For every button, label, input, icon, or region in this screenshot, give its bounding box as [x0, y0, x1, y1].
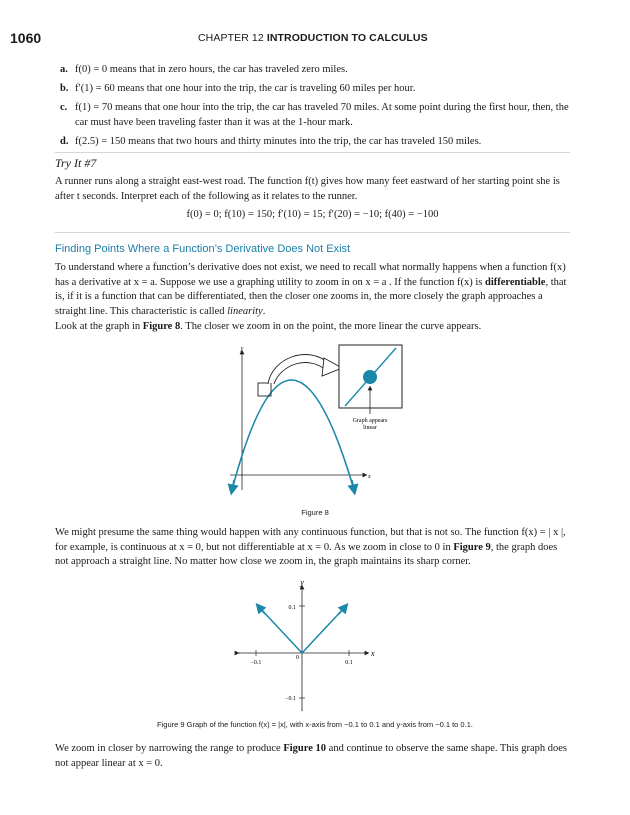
zoom-point — [363, 370, 377, 384]
item-label: b. — [60, 83, 69, 94]
page-number: 1060 — [10, 30, 42, 46]
parabola-curve — [232, 380, 354, 490]
figure-9-caption: Figure 9 Graph of the function f(x) = |x|, with x-axis from −0.1 to 0.1 and y-axis from −0.1 to 0.1. — [157, 720, 473, 729]
tick-label: −0.1 — [250, 660, 262, 666]
chapter-title: INTRODUCTION TO CALCULUS — [266, 32, 428, 44]
text-run: and continue to observe the same shape. This graph does not appear linear at x = 0. — [55, 743, 567, 769]
figure-ref: Figure 10 — [283, 743, 327, 754]
paragraph-intro — [55, 261, 570, 319]
try-it-body: A runner runs along a straight east-west road. The function f(t) gives how many feet eastward of her starting point she is after t seconds. Interpret each of the following as it relates to the runner. — [55, 176, 560, 202]
curve-arrow-right — [352, 480, 354, 490]
figure-8-graph — [200, 340, 430, 520]
paragraph-figure10-ref — [55, 742, 570, 771]
chapter-prefix: CHAPTER 12 — [198, 32, 264, 44]
figure-9-graph — [225, 575, 395, 715]
text-run: To understand where a function’s derivative does not exist, we need to recall what normally happens when a function f(x) has a derivative at x = a. Suppose we use a graphing utility to zoom in on x = a . If the function f(x) is — [55, 262, 566, 288]
try-it-title: Try It #7 — [55, 156, 97, 170]
figure-ref: Figure 8 — [142, 321, 181, 332]
annotation-line-2: linear — [363, 425, 377, 431]
text-run: We might presume the same thing would happen with any continuous function, but that is not so. The function f(x) = | x |, for example, is continuous at x = 0, but not differentiable at x = 0. As we zoom in close to 0 in — [55, 527, 566, 553]
tick-label: 0.1 — [288, 605, 296, 611]
item-text: f(0) = 0 means that in zero hours, the car has traveled zero miles. — [75, 64, 348, 75]
text-run: , the graph does not approach a straight line. No matter how close we zoom in, the graph maintains its sharp corner. — [55, 541, 558, 567]
answer-list — [60, 62, 580, 153]
paragraph-figure8-ref — [55, 320, 570, 335]
text-run: We zoom in closer by narrowing the range to produce — [55, 743, 284, 754]
item-text: f(1) = 70 means that one hour into the trip, the car has traveled 70 miles. At some point during the first hour, then, the car must have been traveling faster than it was at the 1-hour mark. — [75, 102, 569, 128]
y-axis-label: y — [300, 578, 304, 587]
item-text: f′(1) = 60 means that one hour into the trip, the car is traveling 60 miles per hour. — [75, 83, 416, 94]
figure-ref: Figure 9 — [453, 541, 491, 553]
term-linearity: linearity — [227, 305, 263, 317]
section-divider — [55, 232, 570, 233]
try-it-equations: f(0) = 0; f(10) = 150; f′(10) = 15; f′(20) = −10; f(40) = −100 — [186, 209, 439, 220]
tick-label: −0.1 — [285, 696, 296, 702]
tick-label: 0.1 — [345, 660, 353, 666]
section-divider — [55, 152, 570, 153]
text-run: , that is, if it is a function that can be differentiated, then the closer one zooms in, the more closely the graph approaches a straight line. This characteristic is called — [55, 276, 567, 317]
x-axis-label: x — [368, 474, 371, 480]
text-run: Look at the graph in — [55, 321, 143, 332]
y-axis-label: y — [240, 346, 244, 352]
list-item — [60, 100, 580, 130]
list-item — [60, 134, 580, 149]
zoom-arrow — [268, 355, 330, 384]
x-axis-label: x — [371, 649, 375, 658]
figure-8-caption: Figure 8 — [301, 508, 329, 517]
list-item — [60, 81, 580, 96]
annotation-line-1: Graph appears — [352, 418, 388, 424]
curve-arrow-left — [232, 480, 234, 490]
term-differentiable: differentiable — [485, 276, 546, 288]
chapter-header — [198, 32, 428, 44]
item-label: d. — [60, 136, 69, 147]
text-run: . — [262, 305, 266, 317]
item-text: f(2.5) = 150 means that two hours and thirty minutes into the trip, the car has traveled 150 miles. — [75, 136, 482, 147]
origin-label: 0 — [296, 655, 299, 661]
item-label: c. — [60, 102, 68, 113]
list-item — [60, 62, 580, 77]
section-heading: Finding Points Where a Function’s Derivative Does Not Exist — [55, 243, 351, 255]
item-label: a. — [60, 64, 68, 75]
text-run: . The closer we zoom in on the point, the more linear the curve appears. — [180, 321, 482, 332]
paragraph-abs-value — [55, 526, 570, 570]
